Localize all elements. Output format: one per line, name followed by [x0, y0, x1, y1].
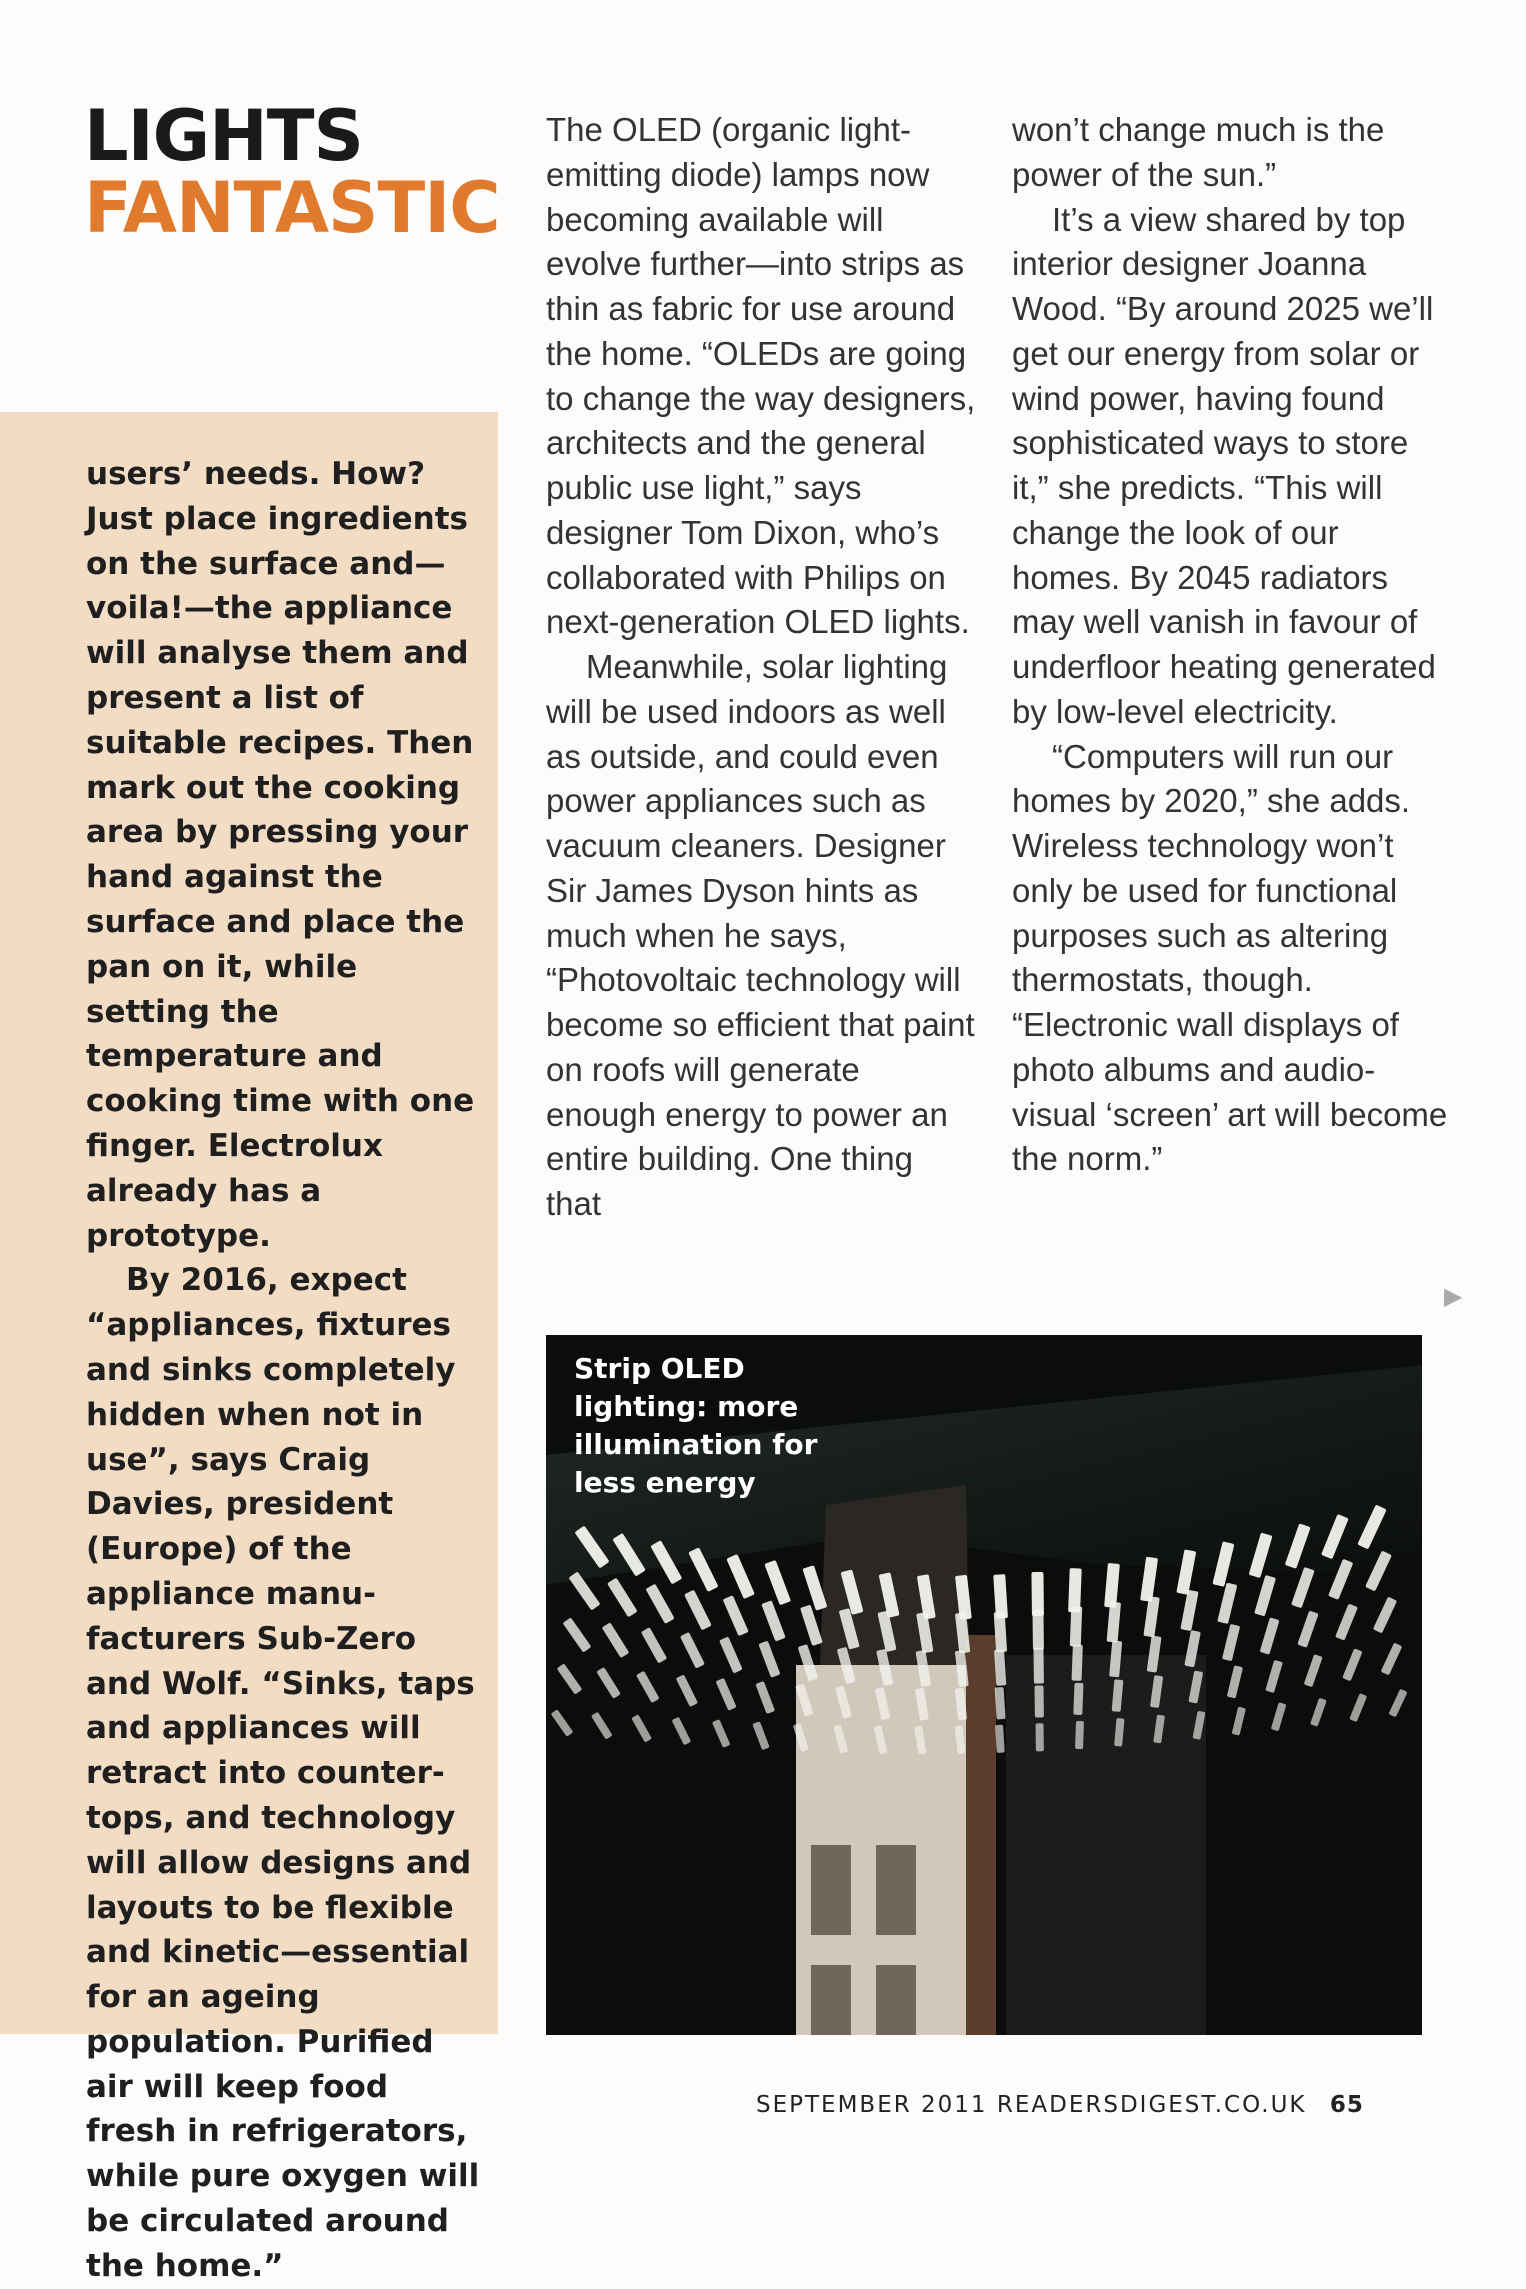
oled-panel — [1068, 1568, 1082, 1612]
page-number: 65 — [1329, 2092, 1364, 2118]
article-paragraph: The OLED (organic light-emitting diode) lamps now becoming available will evolve further—into strips as thin as fabric for use around the home. “OLEDs are going to change the way designers, architects and the general public use light,” says designer Tom Dixon, who’s collaborated with Philips on next-generation OLED lights. — [546, 111, 976, 641]
oled-panel — [1033, 1648, 1043, 1684]
article-paragraph: Meanwhile, solar lighting will be used indoors as well as outside, and could even power appliances such as vacuum cleaners. Designer Sir James Dyson hints as much when he says, “Photovoltaic technology will become so efficient that paint on roofs will generate enough energy to power an entire building. One thing that — [546, 648, 975, 1222]
oled-panel — [1075, 1721, 1084, 1749]
oled-panel — [1035, 1685, 1044, 1717]
oled-panel — [1031, 1572, 1044, 1616]
headline — [84, 95, 500, 249]
sidebar-text — [86, 452, 486, 2289]
sidebar-paragraph: By 2016, expect “appliances, fixtures and sinks completely hidden when not in use”, says Craig Davies, president (Europe) of the appliance manu-facturers Sub-Zero and Wolf. “Sinks, taps and appliances will retract into counter-tops, and technology will allow designs and layouts to be flexible and kinetic—essential for an ageing population. Purified air will keep food fresh in refrigerators, while pure oxygen will be circulated around the home.” — [86, 1262, 480, 2284]
headline-line-1: LIGHTS — [84, 95, 363, 177]
oled-panel — [1032, 1610, 1043, 1650]
page-footer — [756, 2092, 1364, 2118]
footer-site: READERSDIGEST.CO.UK — [996, 2092, 1307, 2118]
footer-issue: SEPTEMBER 2011 — [756, 2092, 988, 2118]
article-column-middle — [546, 108, 976, 1227]
oled-panel — [1036, 1723, 1044, 1751]
sidebar-paragraph: users’ needs. How? Just place ingredients on the surface and—voila!—the appliance will analyse them and present a list of suitable recipes. Then mark out the cooking area by pressing your hand against the surface and place the pan on it, while setting the temperature and cooking time with one finger. Electrolux already has a prototype. — [86, 456, 475, 1254]
article-paragraph: “Computers will run our homes by 2020,” she adds. Wireless technology won’t only be used for functional purposes such as altering thermostats, though. “Electronic wall displays of photo albums and audio-visual ‘screen’ art will become the norm.” — [1012, 737, 1448, 1178]
photo-caption: Strip OLED lighting: more illumination for less energy — [574, 1352, 818, 1499]
article-paragraph: won’t change much is the power of the sun.” — [1012, 111, 1385, 193]
play-arrow-icon: ▶ — [1444, 1282, 1463, 1310]
article-column-right — [1012, 108, 1452, 1182]
headline-line-2: FANTASTIC — [84, 167, 500, 249]
oled-panel — [1072, 1645, 1083, 1681]
article-paragraph: It’s a view shared by top interior designer Joanna Wood. “By around 2025 we’ll get our energy from solar or wind power, having found sophisticated ways to store it,” she predicts. “This will change the look of our homes. By 2045 radiators may well vanish in favour of underfloor heating generated by low-level electricity. — [1012, 200, 1436, 730]
oled-panel — [1073, 1683, 1083, 1715]
oled-panel — [1070, 1606, 1082, 1646]
oled-photo — [546, 1335, 1422, 2035]
